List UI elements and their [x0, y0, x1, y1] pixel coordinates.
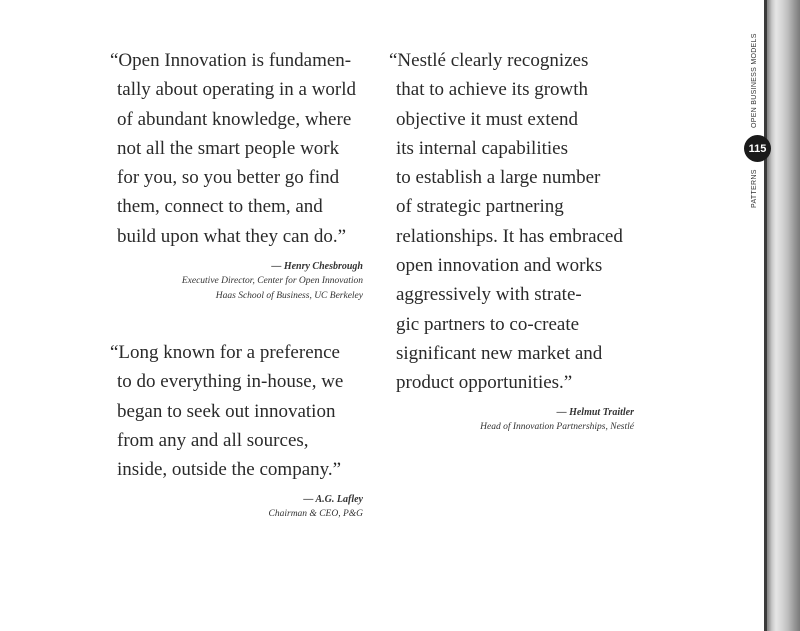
page-edge-shadow — [764, 0, 800, 631]
quote-line: not all the smart people work — [117, 137, 340, 159]
quote-line: of strategic partnering — [396, 196, 564, 218]
attribution-role: Chairman & CEO, P&G — [268, 509, 363, 519]
attribution-name: — A.G. Lafley — [303, 494, 363, 505]
quote-line: significant new market and — [396, 342, 603, 364]
attribution-role: Haas School of Business, UC Berkeley — [215, 291, 363, 301]
quote-line: that to achieve its growth — [396, 79, 589, 101]
quote-line: from any and all sources, — [117, 429, 309, 451]
quote-line: began to seek out innovation — [117, 400, 336, 422]
quote-line: for you, so you better go find — [117, 167, 340, 189]
quote-line: open innovation and works — [396, 255, 603, 277]
quote-line: tally about operating in a world — [117, 79, 357, 101]
attribution-role: Executive Director, Center for Open Innovation — [181, 276, 363, 286]
quote-line: aggressively with strate- — [396, 284, 582, 306]
page-edge-dark — [764, 0, 767, 631]
quote-line: to do everything in-house, we — [117, 371, 344, 393]
quote-line: inside, outside the company.” — [117, 459, 342, 481]
quote-line: objective it must extend — [396, 108, 579, 130]
quote-line: of abundant knowledge, where — [117, 108, 352, 130]
quote-line: gic partners to co-create — [396, 313, 580, 335]
quote-line: relationships. It has embraced — [396, 225, 623, 247]
attribution-traitler — [480, 406, 634, 435]
quote-line: to establish a large number — [396, 167, 601, 189]
page-number-badge: 115 — [744, 135, 771, 162]
quote-line: product opportunities.” — [396, 372, 573, 394]
quote-line: “Long known for a preference — [110, 342, 340, 363]
quote-chesbrough — [110, 46, 356, 251]
attribution-chesbrough — [182, 260, 363, 304]
quote-line: “Open Innovation is fundamen- — [110, 50, 352, 71]
attribution-name: — Helmut Traitler — [556, 407, 634, 418]
quote-traitler — [389, 46, 623, 398]
quote-line: build upon what they can do.” — [117, 225, 347, 247]
quote-line: “Nestlé clearly recognizes — [389, 50, 589, 71]
attribution-lafley — [269, 493, 363, 522]
quote-lafley — [110, 338, 343, 484]
attribution-name: — Henry Chesbrough — [271, 261, 363, 272]
quote-line: them, connect to them, and — [117, 196, 323, 218]
attribution-role: Head of Innovation Partnerships, Nestlé — [480, 422, 634, 432]
quote-line: its internal capabilities — [396, 137, 569, 159]
category-label: PATTERNS — [751, 169, 758, 208]
section-label: OPEN BUSINESS MODELS — [751, 33, 758, 128]
